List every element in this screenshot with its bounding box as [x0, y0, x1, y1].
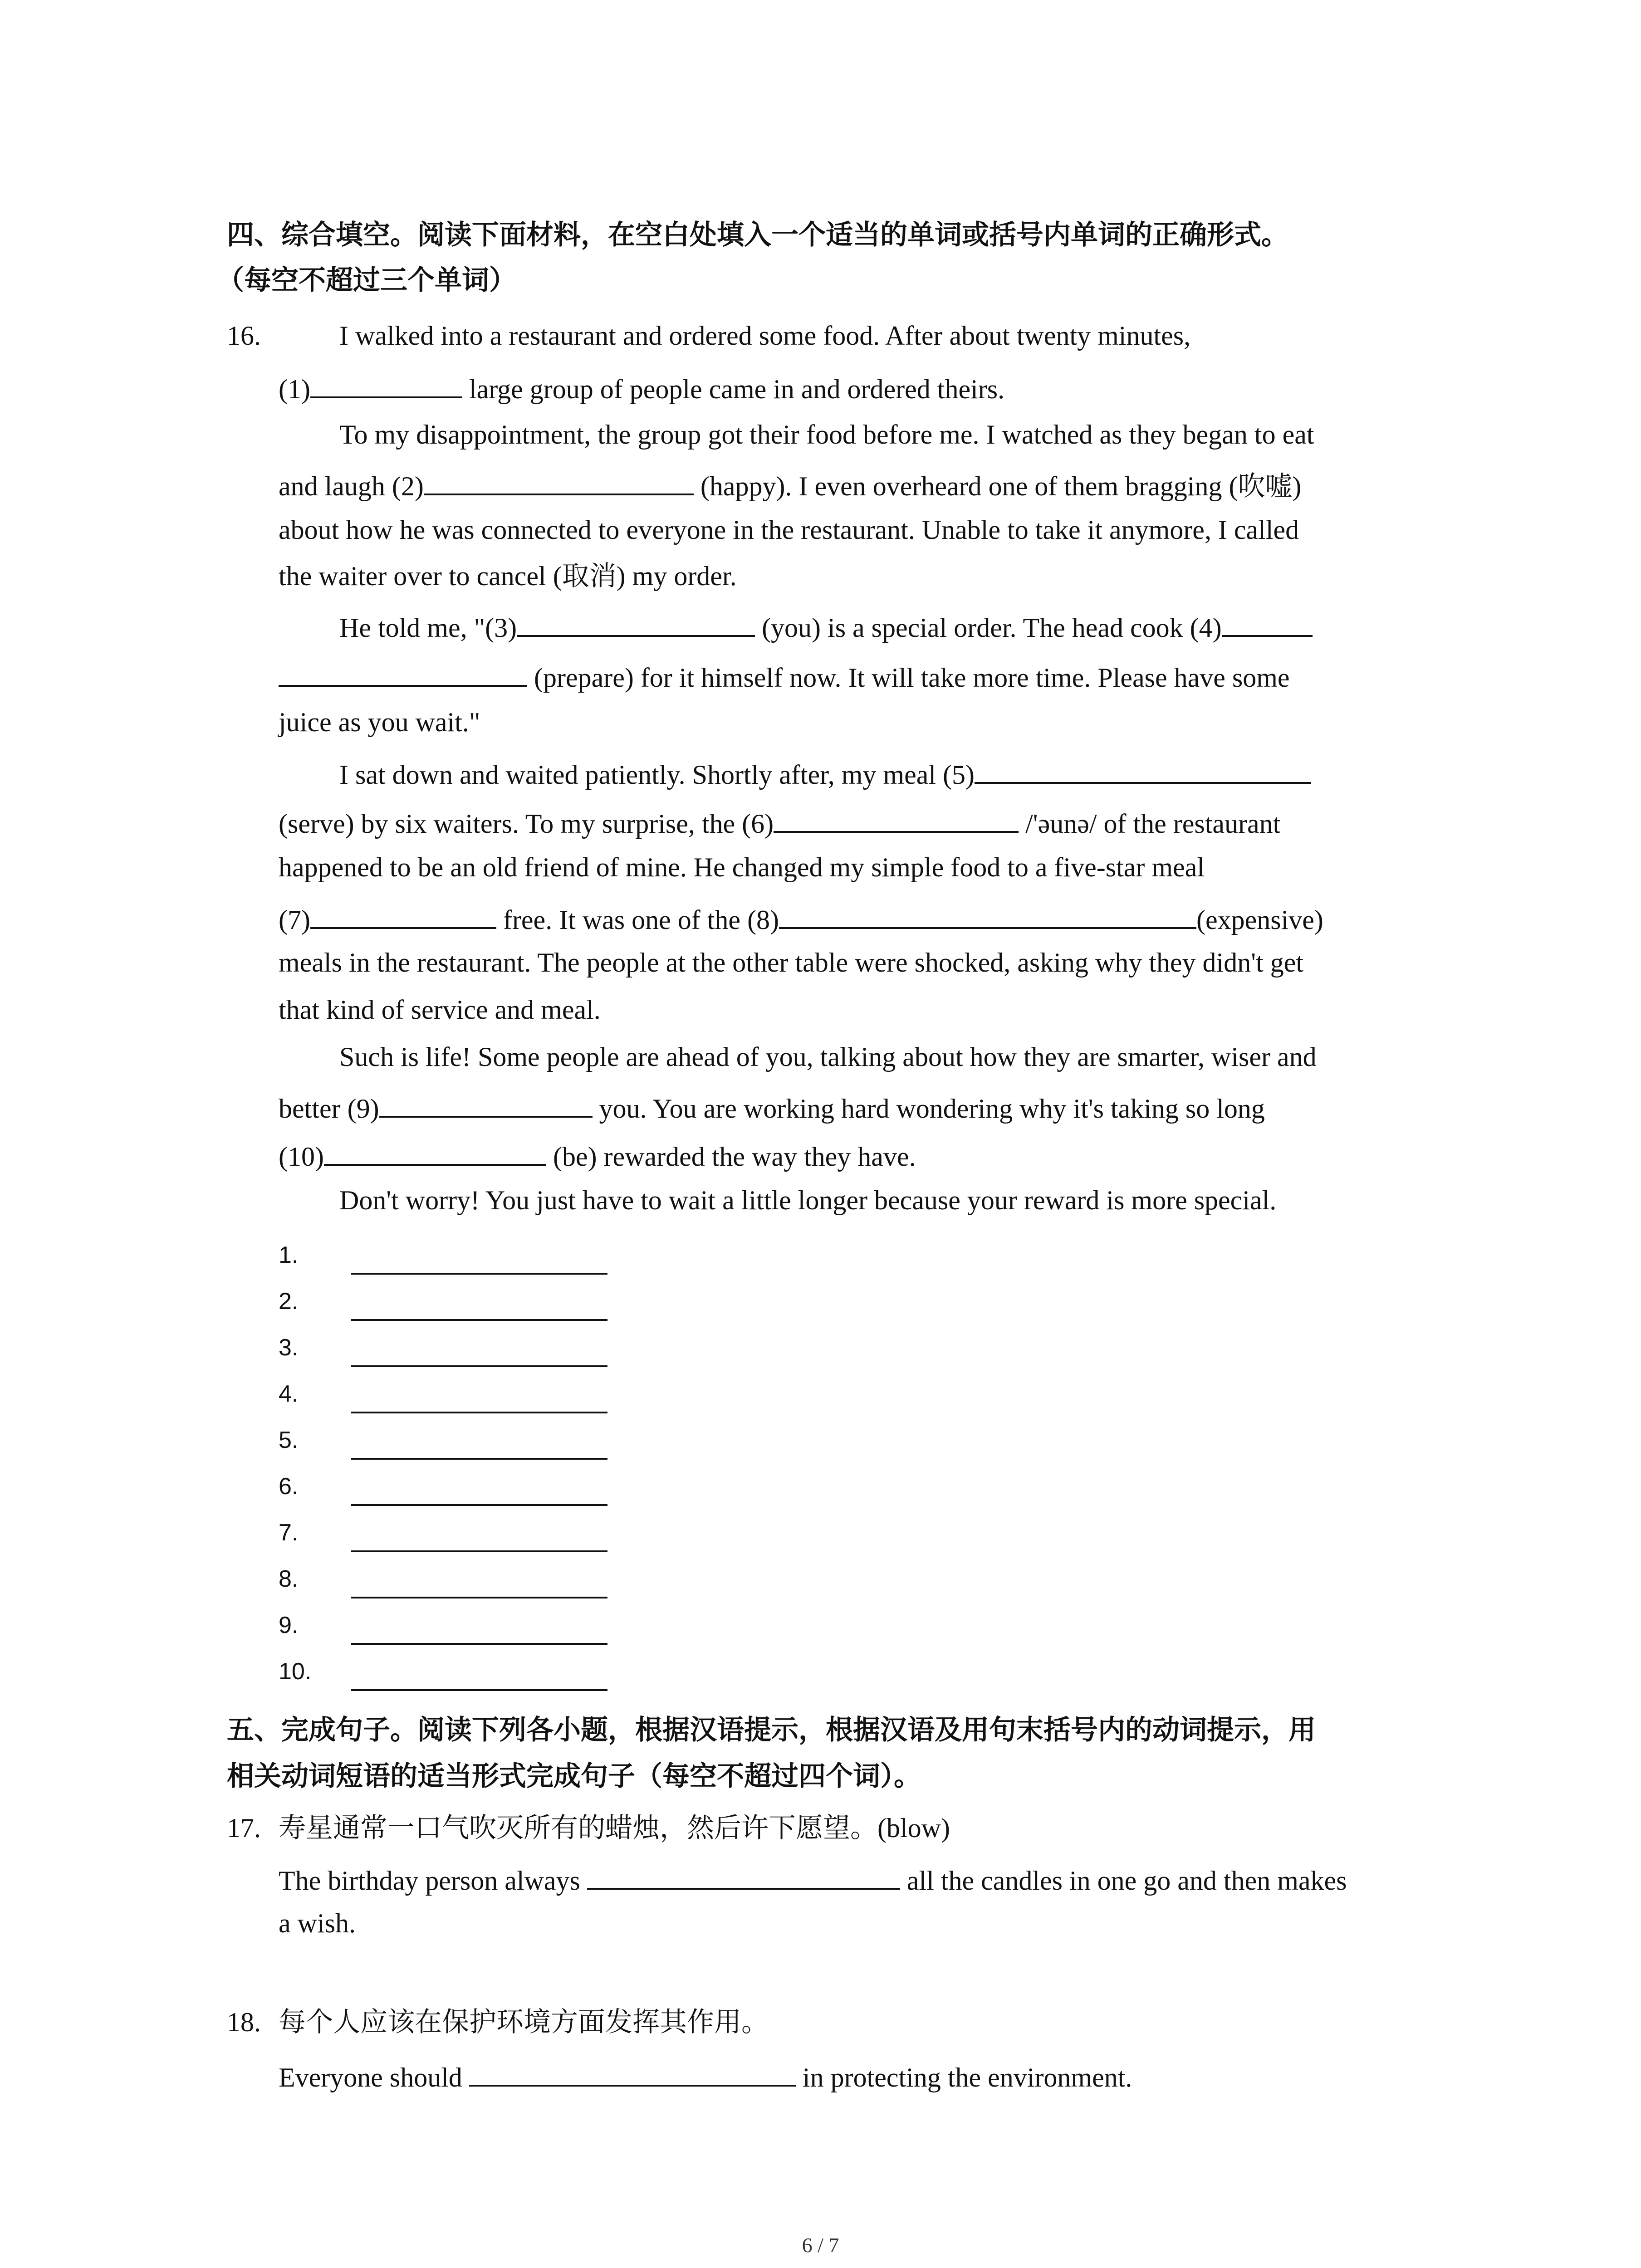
answer-number: 8.	[279, 1566, 299, 1592]
section-4-subheading: （每空不超过三个单词）	[217, 265, 516, 295]
blank-1[interactable]	[310, 368, 462, 398]
passage-line: (7) free. It was one of the (8) (expensive)	[279, 899, 1323, 938]
answer-line-2[interactable]	[351, 1319, 607, 1321]
answer-number: 9.	[279, 1612, 299, 1638]
sentence-line: a wish.	[279, 1908, 356, 1938]
passage-line: Don't worry! You just have to wait a little longer because your reward is more special.	[339, 1185, 1277, 1215]
passage-line: and laugh (2) (happy). I even overheard one of them bragging (吹嘘)	[279, 465, 1301, 504]
passage-line: happened to be an old friend of mine. He changed my simple food to a five-star meal	[279, 852, 1205, 882]
answer-number: 5.	[279, 1427, 299, 1453]
passage-line: that kind of service and meal.	[279, 995, 601, 1025]
blank-3[interactable]	[517, 607, 755, 637]
answer-number: 7.	[279, 1520, 299, 1546]
blank-4-continued[interactable]	[279, 657, 527, 687]
section-5-subheading: 相关动词短语的适当形式完成句子（每空不超过四个词）。	[227, 1761, 921, 1791]
passage-line: (serve) by six waiters. To my surprise, the (6) /'əunə/ of the restaurant	[279, 803, 1280, 842]
question-number: 18.	[227, 2007, 261, 2037]
answer-line-9[interactable]	[351, 1643, 607, 1645]
blank-10[interactable]	[324, 1136, 546, 1166]
passage-line: (10) (be) rewarded the way they have.	[279, 1136, 916, 1175]
blank-4[interactable]	[1222, 607, 1313, 637]
answer-number: 2.	[279, 1288, 299, 1315]
blank-7[interactable]	[310, 899, 496, 929]
answer-blank-18[interactable]	[469, 2057, 796, 2087]
answer-line-1[interactable]	[351, 1273, 607, 1275]
blank-6[interactable]	[774, 803, 1019, 833]
answer-number: 1.	[279, 1242, 299, 1268]
answer-number: 10.	[279, 1658, 312, 1685]
blank-9[interactable]	[379, 1088, 593, 1118]
passage-line: To my disappointment, the group got their food before me. I watched as they began to eat	[339, 420, 1314, 450]
blank-8[interactable]	[779, 899, 1196, 929]
section-5-heading: 五、完成句子。阅读下列各小题，根据汉语提示，根据汉语及用句末括号内的动词提示，用	[227, 1715, 1316, 1745]
section-4-heading: 四、综合填空。阅读下面材料，在空白处填入一个适当的单词或括号内单词的正确形式。	[227, 220, 1288, 250]
answer-number: 4.	[279, 1381, 299, 1407]
sentence-line: Everyone should in protecting the environment.	[279, 2057, 1132, 2096]
answer-line-7[interactable]	[351, 1550, 607, 1552]
answer-line-4[interactable]	[351, 1412, 607, 1413]
passage-line: He told me, "(3) (you) is a special order. The head cook (4)	[339, 607, 1313, 646]
question-chinese-prompt: 寿星通常一口气吹灭所有的蜡烛，然后许下愿望。(blow)	[279, 1813, 950, 1843]
passage-line: I walked into a restaurant and ordered some food. After about twenty minutes,	[339, 321, 1191, 351]
sentence-line: The birthday person always all the candles in one go and then makes	[279, 1860, 1347, 1899]
question-number: 17.	[227, 1813, 261, 1843]
passage-line: about how he was connected to everyone in the restaurant. Unable to take it anymore, I called	[279, 515, 1299, 545]
answer-number: 6.	[279, 1473, 299, 1500]
answer-number: 3.	[279, 1334, 299, 1361]
blank-2[interactable]	[424, 465, 694, 495]
passage-line: Such is life! Some people are ahead of you, talking about how they are smarter, wiser and	[339, 1042, 1317, 1072]
passage-line: (prepare) for it himself now. It will take more time. Please have some	[279, 657, 1290, 696]
question-number: 16.	[227, 321, 261, 351]
passage-line: I sat down and waited patiently. Shortly after, my meal (5)	[339, 754, 1311, 793]
blank-5[interactable]	[975, 754, 1311, 784]
passage-line: (1) large group of people came in and ordered theirs.	[279, 368, 1004, 407]
passage-line: better (9) you. You are working hard wondering why it's taking so long	[279, 1088, 1265, 1127]
question-chinese-prompt: 每个人应该在保护环境方面发挥其作用。	[279, 2007, 769, 2037]
answer-line-8[interactable]	[351, 1597, 607, 1598]
answer-line-10[interactable]	[351, 1689, 607, 1691]
passage-line: meals in the restaurant. The people at the other table were shocked, asking why they didn't get	[279, 948, 1303, 978]
answer-line-5[interactable]	[351, 1458, 607, 1460]
passage-line: the waiter over to cancel (取消) my order.	[279, 561, 737, 591]
answer-line-3[interactable]	[351, 1365, 607, 1367]
page-number: 6 / 7	[802, 2234, 839, 2257]
answer-blank-17[interactable]	[587, 1860, 900, 1890]
answer-line-6[interactable]	[351, 1504, 607, 1506]
passage-line: juice as you wait."	[279, 707, 480, 737]
